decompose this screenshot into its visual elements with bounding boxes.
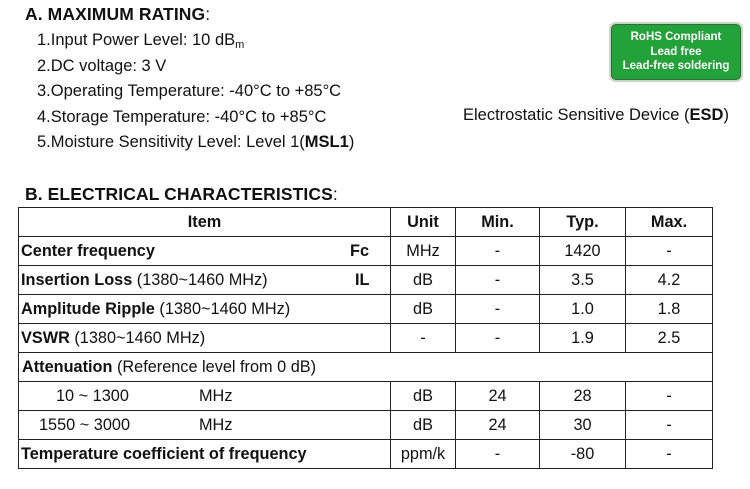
rating-item-msl: 5.Moisture Sensitivity Level: Level 1(MSL1) — [37, 133, 355, 152]
header-min: Min. — [456, 208, 540, 237]
electrical-characteristics-table — [18, 207, 713, 469]
table-row: Amplitude Ripple (1380~1460 MHz) dB - 1.0 1.8 — [19, 295, 713, 324]
table-row-attenuation-heading: Attenuation (Reference level from 0 dB) — [19, 353, 713, 382]
symbol-il: IL — [355, 271, 370, 289]
maximum-rating-list — [37, 28, 354, 156]
table-row: Center frequency Fc MHz - 1420 - — [19, 237, 713, 266]
table-row: VSWR (1380~1460 MHz) - - 1.9 2.5 — [19, 324, 713, 353]
rating-item-dc-voltage: 2.DC voltage: 3 V — [37, 56, 167, 75]
table-header-row — [19, 208, 713, 237]
header-item: Item — [19, 208, 391, 237]
table-row: 10 ~ 1300 MHz dB 24 28 - — [19, 382, 713, 411]
table-row: Temperature coefficient of frequency ppm/k - -80 - — [19, 440, 713, 469]
rating-item-storage-temp: 4.Storage Temperature: -40°C to +85°C — [37, 107, 327, 126]
header-unit: Unit — [391, 208, 456, 237]
header-typ: Typ. — [540, 208, 626, 237]
table-row: Insertion Loss (1380~1460 MHz) IL dB - 3.5 4.2 — [19, 266, 713, 295]
esd-notice: Electrostatic Sensitive Device (ESD) — [463, 106, 729, 124]
symbol-fc: Fc — [350, 242, 370, 260]
section-a-title: A. MAXIMUM RATING: — [25, 4, 211, 24]
rohs-line-2: Lead free — [650, 45, 702, 58]
header-max: Max. — [626, 208, 713, 237]
rating-item-input-power: 1.Input Power Level: 10 $dB_m$ — [37, 31, 245, 51]
rohs-badge — [609, 22, 743, 82]
section-b-title: B. ELECTRICAL CHARACTERISTICS: — [25, 184, 338, 204]
rohs-line-1: RoHS Compliant — [630, 31, 722, 43]
rating-item-operating-temp: 3.Operating Temperature: -40°C to +85°C — [37, 82, 342, 101]
table-row: 1550 ~ 3000 MHz dB 24 30 - — [19, 411, 713, 440]
rohs-line-3: Lead-free soldering — [622, 60, 730, 72]
